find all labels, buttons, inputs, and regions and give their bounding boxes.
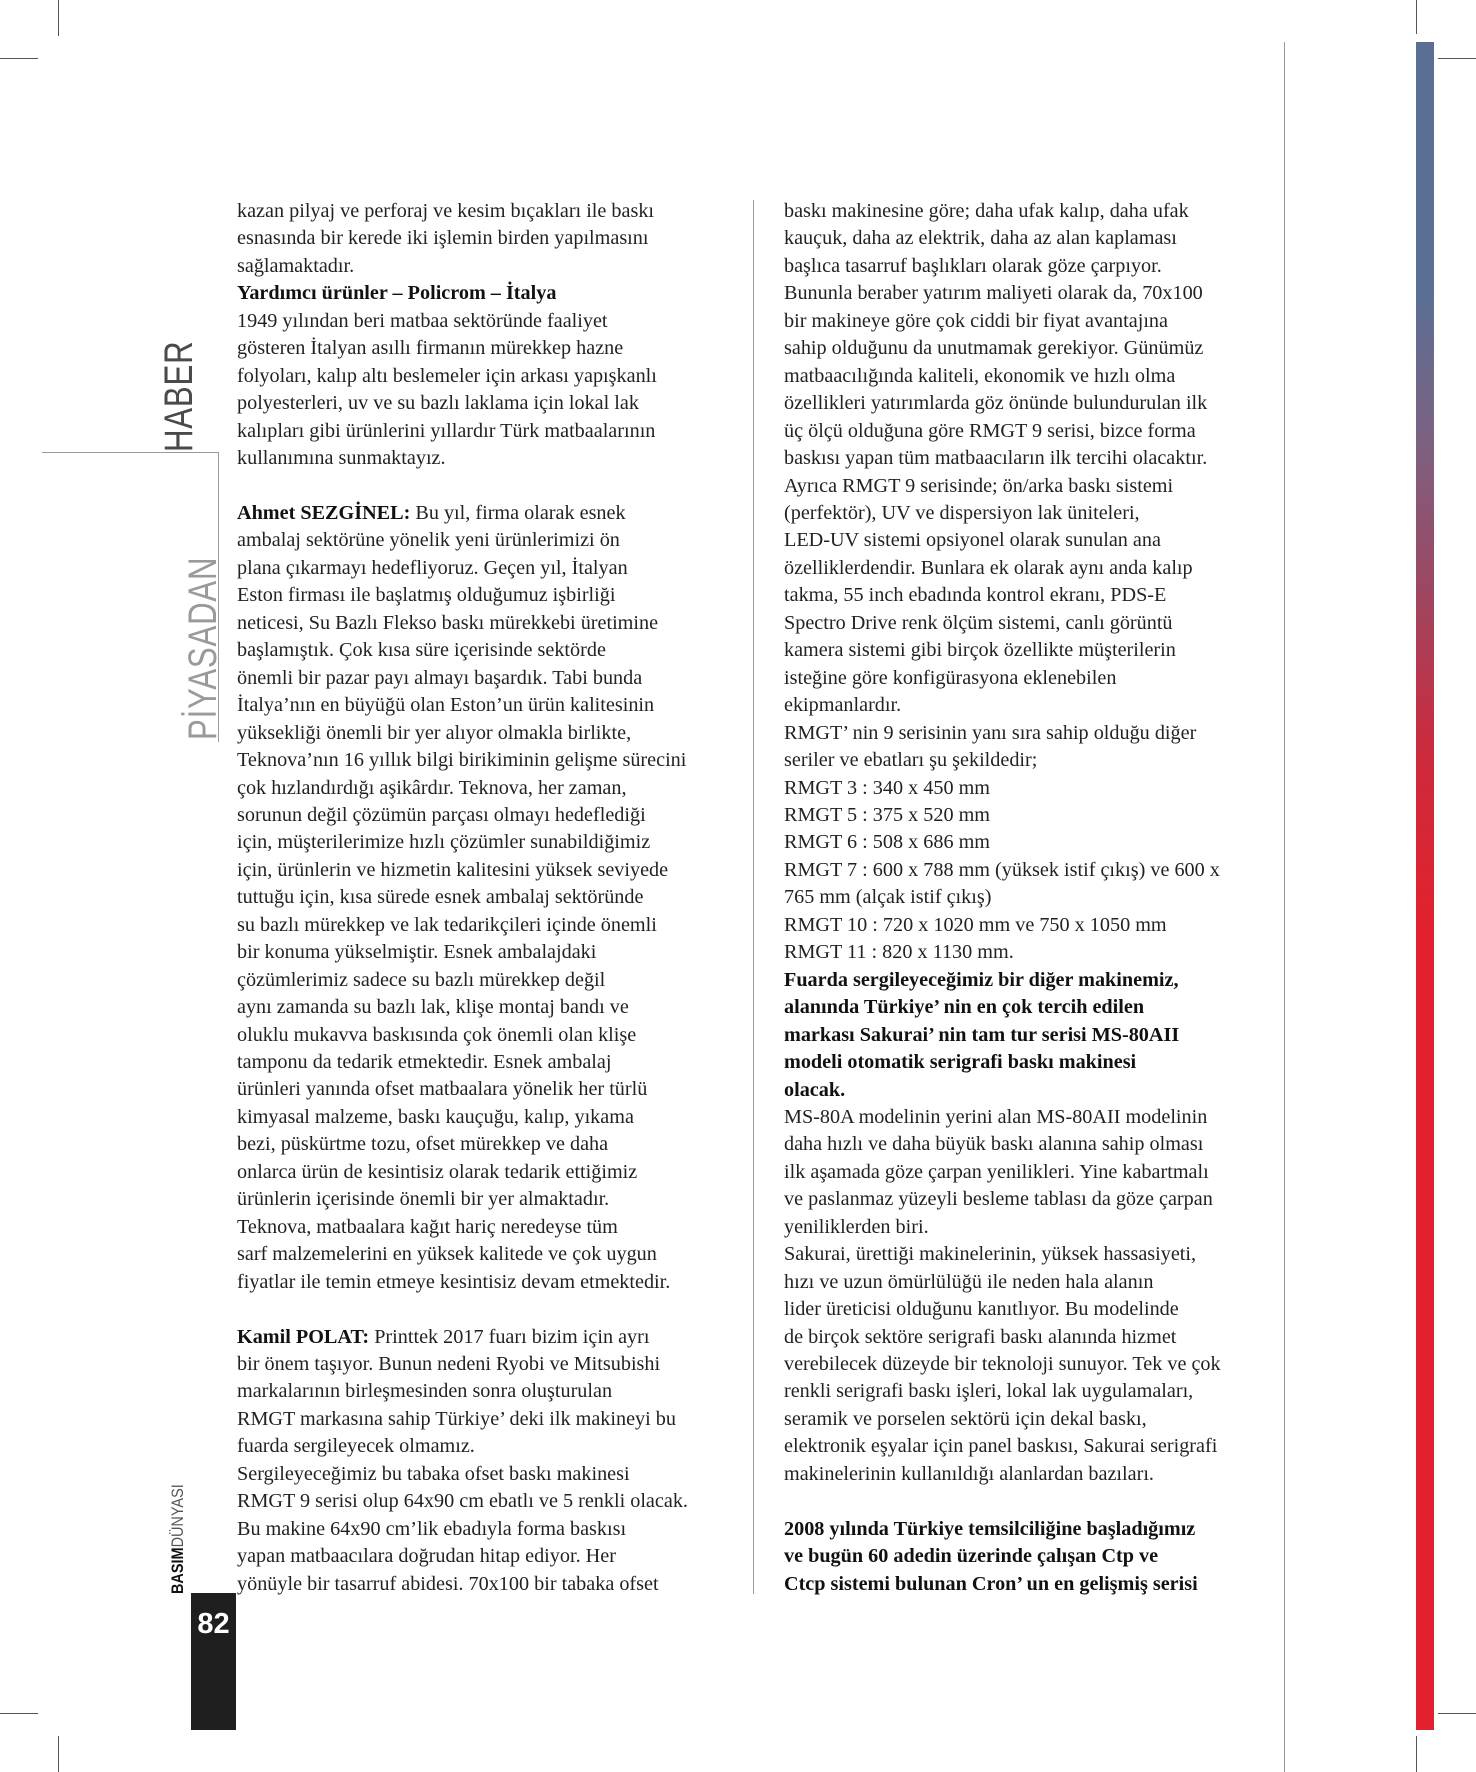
text-line: fiyatlar ile temin etmeye kesintisiz devam etmektedir. (237, 1270, 671, 1293)
text-line: özelliklerdendir. Bunlara ek olarak aynı anda kalıp (784, 556, 1193, 579)
text-line: yüksekliği önemli bir yer alıyor olmakla birlikte, (237, 721, 632, 744)
text-line: RMGT markasına sahip Türkiye’ deki ilk makineyi bu (237, 1407, 676, 1430)
text-line: çok hızlandırdığı aşikârdır. Teknova, her zaman, (237, 776, 627, 799)
subheading: Yardımcı ürünler – Policrom – İtalya (237, 282, 557, 305)
section-label: HABER (157, 340, 201, 452)
spec-line: RMGT 7 : 600 x 788 mm (yüksek istif çıkış) ve 600 x (784, 858, 1220, 881)
text-line: 1949 yılından beri matbaa sektöründe faaliyet (237, 309, 608, 332)
text-line: markalarının birleşmesinden sonra oluşturulan (237, 1380, 613, 1403)
text-line: önemli bir pazar payı almayı başardık. Tabi bunda (237, 666, 643, 689)
text-line: su bazlı mürekkep ve lak tedarikçileri içinde önemli (237, 913, 657, 936)
text-line: takma, 55 inch ebadında kontrol ekranı, PDS-E (784, 584, 1167, 607)
text-line: folyoları, kalıp altı beslemeler için arkası yapışkanlı (237, 364, 657, 387)
text-line: makinelerinin kullanıldığı alanlardan bazıları. (784, 1462, 1154, 1485)
highlight-line: modeli otomatik serigrafi baskı makinesi (784, 1051, 1137, 1074)
text-line: Ayrıca RMGT 9 serisinde; ön/arka baskı sistemi (784, 474, 1174, 497)
text-line: yeniliklerden biri. (784, 1215, 929, 1238)
text-line: kamera sistemi gibi birçok özellikte müşterilerin (784, 639, 1176, 662)
text-line: Eston firması ile başlatmış olduğumuz işbirliği (237, 584, 616, 607)
crop-mark (58, 0, 59, 36)
text-line: baskı makinesine göre; daha ufak kalıp, daha ufak (784, 200, 1189, 222)
text-line: ambalaj sektörüne yönelik yeni ürünlerimizi ön (237, 529, 620, 552)
text-line: bir önem taşıyor. Bunun nedeni Ryobi ve Mitsubishi (237, 1353, 661, 1375)
text-line: seriler ve ebatları şu şekildedir; (784, 749, 1038, 772)
text-line: kazan pilyaj ve perforaj ve kesim bıçakları ile baskı (237, 200, 655, 222)
text-line: tamponu da tedarik etmektedir. Esnek ambalaj (237, 1051, 612, 1074)
highlight-line: olacak. (784, 1078, 846, 1101)
highlight-line: Ctcp sistemi bulunan Cron’ un en gelişmiş serisi (784, 1572, 1198, 1595)
accent-color-bar (1416, 42, 1434, 1730)
text-line: bezi, püskürtme tozu, ofset mürekkep ve daha (237, 1133, 609, 1156)
text-line: için, ürünlerin ve hizmetin kalitesini yüksek seviyede (237, 858, 669, 881)
trim-line (1284, 42, 1285, 1772)
text-line: ilk aşamada göze çarpan yenilikleri. Yine kabartmalı (784, 1160, 1209, 1183)
text-line: bir makineye göre çok ciddi bir fiyat avantajına (784, 309, 1168, 332)
magazine-name-bold: BASIM (168, 1547, 187, 1594)
text-line: RMGT 9 serisi olup 64x90 cm ebatlı ve 5 renkli olacak. (237, 1490, 688, 1513)
text-line: sahip olduğunu da unutmamak gerekiyor. Günümüz (784, 337, 1204, 360)
text-line: Bu makine 64x90 cm’lik ebadıyla forma baskısı (237, 1517, 627, 1540)
text-line: sarf malzemelerini en yüksek kalitede ve çok uygun (237, 1243, 657, 1266)
highlight-line: alanında Türkiye’ nin en çok tercih edilen (784, 996, 1145, 1019)
text-line: verebilecek düzeyde bir teknoloji sunuyor. Tek ve çok (784, 1353, 1221, 1376)
text-line: oluklu mukavva baskısında çok önemli olan klişe (237, 1023, 637, 1046)
text-line: yönüyle bir tasarruf abidesi. 70x100 bir tabaka ofset (237, 1572, 659, 1595)
crop-mark (1438, 1713, 1476, 1714)
text-line: ekipmanlardır. (784, 694, 902, 717)
text-line: fuarda sergileyecek olmamız. (237, 1435, 475, 1458)
text-line: MS-80A modelinin yerini alan MS-80AII modelinin (784, 1105, 1208, 1128)
crop-mark (1416, 1736, 1417, 1772)
text-line: ve paslanmaz yüzeyli besleme tablası da göze çarpan (784, 1188, 1213, 1211)
spec-line: RMGT 6 : 508 x 686 mm (784, 831, 991, 854)
crop-mark (0, 1713, 38, 1714)
text-line: Ahmet SEZGİNEL: Bu yıl, firma olarak esnek (237, 501, 626, 524)
text-line: Bununla beraber yatırım maliyeti olarak da, 70x100 (784, 282, 1203, 305)
spec-line: RMGT 5 : 375 x 520 mm (784, 803, 991, 826)
text-line: lider üreticisi olduğunu kanıtlıyor. Bu modelinde (784, 1298, 1179, 1321)
crop-mark (1438, 58, 1476, 59)
magazine-name (168, 1484, 188, 1594)
article-column-left (237, 198, 727, 1598)
text-line: Kamil POLAT: Printtek 2017 fuarı bizim için ayrı (237, 1325, 650, 1348)
sidebar-rule (42, 452, 218, 453)
spec-line: 765 mm (alçak istif çıkış) (784, 886, 992, 909)
text-line: neticesi, Su Bazlı Flekso baskı mürekkebi üretimine (237, 611, 659, 634)
spec-line: RMGT 10 : 720 x 1020 mm ve 750 x 1050 mm (784, 913, 1167, 936)
highlight-line: 2008 yılında Türkiye temsilciliğine başladığımız (784, 1517, 1196, 1540)
text-line: Teknova, matbaalara kağıt hariç neredeyse tüm (237, 1215, 618, 1238)
text-line: ürünlerin içerisinde önemli bir yer almaktadır. (237, 1188, 610, 1211)
text-line: için, müşterilerimize hızlı çözümler sunabildiğimiz (237, 831, 651, 854)
text-line: kauçuk, daha az elektrik, daha az alan kaplaması (784, 227, 1177, 250)
text-line: İtalya’nın en büyüğü olan Eston’un ürün kalitesinin (237, 694, 655, 717)
crop-mark (58, 1736, 59, 1772)
text-line: başlamıştık. Çok kısa süre içerisinde sektörde (237, 639, 606, 662)
text-line: sağlamaktadır. (237, 254, 355, 277)
text-line: Teknova’nın 16 yıllık bilgi birikiminin gelişme sürecini (237, 749, 687, 772)
text-line: polyesterleri, uv ve su bazlı laklama için lokal lak (237, 392, 639, 415)
text-line: renkli serigrafi baskı işleri, lokal lak uygulamaları, (784, 1380, 1194, 1403)
text-line: isteğine göre konfigürasyona eklenebilen (784, 666, 1117, 689)
text-line: matbaacılığında kaliteli, ekonomik ve hızlı olma (784, 364, 1176, 387)
text-line: tuttuğu için, kısa sürede esnek ambalaj sektöründe (237, 886, 644, 909)
spec-line: RMGT 3 : 340 x 450 mm (784, 776, 991, 799)
text-line: ürünleri yanında ofset matbaalara yönelik her türlü (237, 1078, 648, 1101)
text-line: esnasında bir kerede iki işlemin birden yapılmasını (237, 227, 649, 250)
text-line: başlıca tasarruf başlıkları olarak göze çarpıyor. (784, 254, 1162, 277)
text-line: onlarca ürün de kesintisiz olarak tedarik ettiğimiz (237, 1160, 638, 1183)
text-line: bir konuma yükselmiştir. Esnek ambalajdaki (237, 941, 597, 964)
text-line: gösteren İtalyan asıllı firmanın mürekkep hazne (237, 337, 624, 360)
text-line: kimyasal malzeme, baskı kauçuğu, kalıp, yıkama (237, 1105, 634, 1128)
text-line: baskısı yapan tüm matbaacıların ilk tercihi olacaktır. (784, 447, 1208, 470)
speaker-name: Ahmet SEZGİNEL: (237, 501, 411, 524)
column-divider (753, 200, 754, 1594)
text-line: çözümlerimiz sadece su bazlı mürekkep değil (237, 968, 606, 991)
text-line: elektronik eşyalar için panel baskısı, Sakurai serigrafi (784, 1435, 1218, 1458)
page-number: 82 (197, 1608, 230, 1640)
text-line: seramik ve porselen sektörü için dekal baskı, (784, 1407, 1147, 1430)
text-line: Sakurai, ürettiği makinelerinin, yüksek hassasiyeti, (784, 1243, 1197, 1266)
crop-mark (0, 58, 38, 59)
speaker-name: Kamil POLAT: (237, 1325, 370, 1348)
spec-line: RMGT 11 : 820 x 1130 mm. (784, 941, 1014, 964)
magazine-name-light: DÜNYASI (168, 1484, 187, 1548)
highlight-line: Fuarda sergileyeceğimiz bir diğer makinemiz, (784, 968, 1179, 991)
subsection-label: PİYASADAN (181, 556, 225, 740)
highlight-line: ve bugün 60 adedin üzerinde çalışan Ctp ve (784, 1545, 1159, 1568)
text-line: (perfektör), UV ve dispersiyon lak üniteleri, (784, 501, 1140, 524)
text-line: LED-UV sistemi opsiyonel olarak sunulan ana (784, 529, 1161, 552)
highlight-line: markası Sakurai’ nin tam tur serisi MS-80AII (784, 1023, 1180, 1046)
text-line: plana çıkarmayı hedefliyoruz. Geçen yıl, İtalyan (237, 556, 628, 579)
text-line: üç ölçü olduğuna göre RMGT 9 serisi, bizce forma (784, 419, 1196, 442)
text-line: hızı ve uzun ömürlülüğü ile neden hala alanın (784, 1270, 1154, 1293)
text-line: de birçok sektöre serigrafi baskı alanında hizmet (784, 1325, 1177, 1348)
text-line: Spectro Drive renk ölçüm sistemi, canlı görüntü (784, 611, 1173, 634)
crop-mark (1416, 0, 1417, 34)
text-line: özellikleri yatırımlarda göz önünde bulundurulan ilk (784, 392, 1208, 415)
text-line: RMGT’ nin 9 serisinin yanı sıra sahip olduğu diğer (784, 721, 1197, 744)
text-line: daha hızlı ve daha büyük baskı alanına sahip olması (784, 1133, 1204, 1156)
article-column-right (784, 198, 1274, 1598)
text-line: kalıpları gibi ürünlerini yıllardır Türk matbaalarının (237, 419, 656, 442)
text-line: kullanımına sunmaktayız. (237, 447, 446, 470)
text-line: sorunun değil çözümün parçası olmayı hedeflediği (237, 803, 646, 826)
text-line: aynı zamanda su bazlı lak, klişe montaj bandı ve (237, 996, 629, 1019)
text-line: yapan matbaacılara doğrudan hitap ediyor. Her (237, 1545, 616, 1568)
text-line: Sergileyeceğimiz bu tabaka ofset baskı makinesi (237, 1462, 630, 1485)
